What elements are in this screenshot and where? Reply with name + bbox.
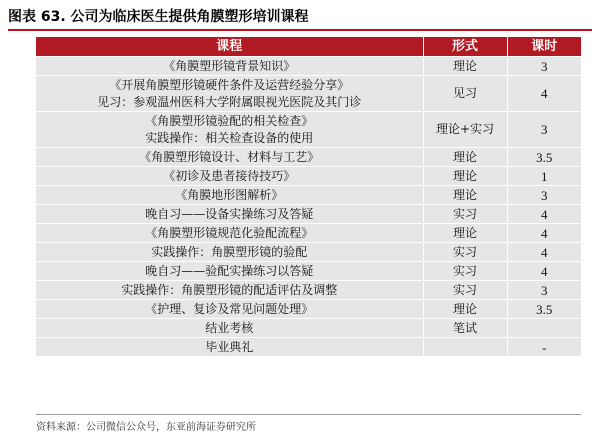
hours-cell: 3 [507, 186, 581, 205]
source-divider [36, 414, 581, 415]
course-line: 实践操作：角膜塑形镜的验配 [151, 244, 308, 259]
hours-cell: 1 [507, 167, 581, 186]
hours-cell: 3.5 [507, 148, 581, 167]
form-cell: 实习 [423, 281, 507, 300]
table-row [36, 338, 581, 357]
form-cell: 实习 [423, 262, 507, 281]
header-hours: 课时 [507, 37, 581, 57]
course-cell [36, 319, 423, 338]
hours-cell: 3 [507, 57, 581, 76]
hours-cell: 4 [507, 262, 581, 281]
course-line: 实践操作：角膜塑形镜的配适评估及调整 [121, 282, 338, 297]
course-line: 《角膜塑形镜设计、材料与工艺》 [139, 149, 320, 164]
course-cell [36, 281, 423, 300]
hours-cell [507, 319, 581, 338]
course-line: 《角膜塑形镜验配的相关检查》 [145, 113, 314, 128]
course-line: 毕业典礼 [205, 339, 254, 354]
table-row [36, 112, 581, 148]
course-cell [36, 338, 423, 357]
table-row [36, 76, 581, 112]
hours-cell: 3 [507, 281, 581, 300]
table-row [36, 300, 581, 319]
course-line: 实践操作：相关检查设备的使用 [145, 130, 314, 145]
form-cell: 理论 [423, 148, 507, 167]
hours-cell: 3.5 [507, 300, 581, 319]
course-line: 见习：参观温州医科大学附属眼视光医院及其门诊 [97, 94, 362, 109]
header-form: 形式 [423, 37, 507, 57]
form-cell: 理论 [423, 224, 507, 243]
form-cell: 理论 [423, 300, 507, 319]
form-cell: 实习 [423, 205, 507, 224]
course-cell [36, 186, 423, 205]
course-line: 晚自习——验配实操练习以答疑 [145, 263, 314, 278]
course-line: 《角膜塑形镜背景知识》 [163, 58, 296, 73]
course-cell [36, 224, 423, 243]
course-line: 《护理、复诊及常见问题处理》 [145, 301, 314, 316]
course-line: 《初诊及患者接待技巧》 [163, 168, 296, 183]
hours-cell: 4 [507, 76, 581, 112]
form-cell: 笔试 [423, 319, 507, 338]
course-cell [36, 57, 423, 76]
table-row [36, 224, 581, 243]
course-cell [36, 205, 423, 224]
table-row [36, 319, 581, 338]
table-row [36, 148, 581, 167]
hours-cell: 3 [507, 112, 581, 148]
form-cell: 理论 [423, 167, 507, 186]
hours-cell: 4 [507, 224, 581, 243]
course-cell [36, 167, 423, 186]
table-row [36, 167, 581, 186]
form-cell: 实习 [423, 243, 507, 262]
course-cell [36, 76, 423, 112]
form-cell: 理论 [423, 186, 507, 205]
table-row [36, 57, 581, 76]
hours-cell: - [507, 338, 581, 357]
title-divider [8, 29, 592, 31]
course-cell [36, 300, 423, 319]
form-cell: 理论+实习 [423, 112, 507, 148]
course-line: 晚自习——设备实操练习及答疑 [145, 206, 314, 221]
course-cell [36, 262, 423, 281]
table-row [36, 205, 581, 224]
table-row [36, 186, 581, 205]
hours-cell: 4 [507, 243, 581, 262]
form-cell: 理论 [423, 57, 507, 76]
form-cell [423, 338, 507, 357]
course-table [36, 37, 581, 357]
course-line: 《角膜塑形镜规范化验配流程》 [145, 225, 314, 240]
table-row [36, 281, 581, 300]
hours-cell: 4 [507, 205, 581, 224]
course-cell [36, 148, 423, 167]
table-header-row [36, 37, 581, 57]
course-line: 《开展角膜塑形镜硬件条件及运营经验分享》 [109, 77, 350, 92]
course-line: 《角膜地形图解析》 [175, 187, 284, 202]
table-row [36, 262, 581, 281]
course-cell [36, 112, 423, 148]
table-row [36, 243, 581, 262]
course-cell [36, 243, 423, 262]
source-note: 资料来源：公司微信公众号，东亚前海证券研究所 [36, 422, 256, 433]
figure-title: 图表 63. 公司为临床医生提供角膜塑形培训课程 [8, 9, 309, 25]
course-line: 结业考核 [205, 320, 254, 335]
header-course: 课程 [36, 37, 423, 57]
form-cell: 见习 [423, 76, 507, 112]
